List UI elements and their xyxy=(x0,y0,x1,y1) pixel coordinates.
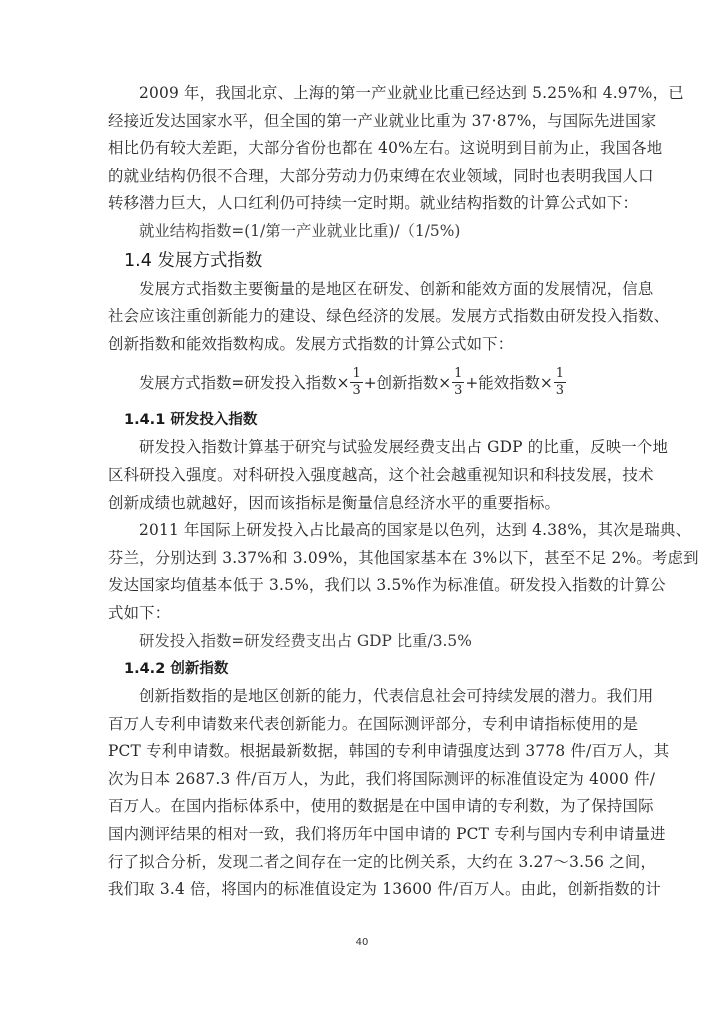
formula-term: +创新指数× xyxy=(363,374,452,393)
fraction-one-third xyxy=(452,367,464,398)
text-line: 芬兰，分别达到 3.37%和 3.09%，其他国家基本在 3%以下，甚至不足 2%。考虑到 xyxy=(108,548,699,567)
text-line: 转移潜力巨大，人口红利仍可持续一定时期。就业结构指数的计算公式如下： xyxy=(108,194,639,213)
paragraph-employment-structure xyxy=(108,80,684,218)
heading-1-4-development-mode-index: 1.4 发展方式指数 xyxy=(124,250,263,271)
formula-employment-structure-index: 就业结构指数=(1/第一产业就业比重)/（1/5%) xyxy=(139,221,461,240)
fraction-denominator: 3 xyxy=(352,382,361,398)
fraction-one-third xyxy=(350,367,362,398)
paragraph-rd-input xyxy=(108,434,669,517)
text-line: 2011 年国际上研发投入占比最高的国家是以色列，达到 4.38%，其次是瑞典、 xyxy=(139,521,692,540)
text-line: 式如下： xyxy=(108,603,171,622)
heading-1-4-2-innovation-index: 1.4.2 创新指数 xyxy=(124,661,229,678)
text-line: 经接近发达国家水平，但全国的第一产业就业比重为 37·87%，与国际先进国家 xyxy=(108,111,657,130)
text-line: 国内测评结果的相对一致，我们将历年中国申请的 PCT 专利与国内专利申请量进 xyxy=(108,825,666,844)
page-number: 40 xyxy=(355,937,369,948)
text-line: 创新成绩也就越好，因而该指标是衡量信息经济水平的重要指标。 xyxy=(108,493,561,512)
text-line: 百万人专利申请数来代表创新能力。在国际测评部分，专利申请指标使用的是 xyxy=(108,714,639,733)
text-line: 我们取 3.4 倍，将国内的标准值设定为 13600 件/百万人。由此，创新指数的计 xyxy=(108,880,661,899)
text-line: 行了拟合分析，发现二者之间存在一定的比例关系，大约在 3.27～3.56 之间， xyxy=(108,852,657,871)
paragraph-rd-international xyxy=(108,517,699,627)
text-line: 发展方式指数主要衡量的是地区在研发、创新和能效方面的发展情况，信息 xyxy=(139,279,654,298)
text-line: PCT 专利申请数。根据最新数据，韩国的专利申请强度达到 3778 件/百万人，其 xyxy=(108,742,670,761)
text-line: 创新指数指的是地区创新的能力，代表信息社会可持续发展的潜力。我们用 xyxy=(139,687,654,706)
fraction-denominator: 3 xyxy=(454,382,463,398)
paragraph-innovation xyxy=(108,683,670,904)
formula-term: 发展方式指数=研发投入指数× xyxy=(139,374,350,393)
text-line: 研发投入指数计算基于研究与试验发展经费支出占 GDP 的比重，反映一个地 xyxy=(139,438,669,457)
formula-development-mode-index xyxy=(108,358,616,406)
text-line: 相比仍有较大差距，大部分省份也都在 40%左右。这说明到目前为止，我国各地 xyxy=(108,139,663,158)
text-line: 区科研投入强度。对科研投入强度越高，这个社会越重视知识和科技发展，技术 xyxy=(108,465,654,484)
text-line: 2009 年，我国北京、上海的第一产业就业比重已经达到 5.25%和 4.97%，已 xyxy=(139,84,684,102)
heading-1-4-1-rd-input-index: 1.4.1 研发投入指数 xyxy=(124,412,258,429)
paragraph-development-mode xyxy=(108,276,670,359)
fraction-numerator: 1 xyxy=(454,365,463,381)
text-line: 的就业结构仍很不合理，大部分劳动力仍束缚在农业领域，同时也表明我国人口 xyxy=(108,166,654,185)
text-line: 发达国家均值基本低于 3.5%，我们以 3.5%作为标准值。研发投入指数的计算公 xyxy=(108,576,666,595)
formula-rd-input-index: 研发投入指数=研发经费支出占 GDP 比重/3.5% xyxy=(139,631,472,650)
text-line: 社会应该注重创新能力的建设、绿色经济的发展。发展方式指数由研发投入指数、 xyxy=(108,307,670,326)
document-page xyxy=(108,80,699,904)
formula-term: +能效指数× xyxy=(465,374,553,393)
text-line: 百万人。在国内指标体系中，使用的数据是在中国申请的专利数，为了保持国际 xyxy=(108,797,654,816)
text-line: 次为日本 2687.3 件/百万人，为此，我们将国际测评的标准值设定为 4000 件/ xyxy=(108,769,656,788)
fraction-one-third xyxy=(554,367,566,398)
text-line: 创新指数和能效指数构成。发展方式指数的计算公式如下： xyxy=(108,334,514,353)
fraction-numerator: 1 xyxy=(555,365,565,381)
fraction-denominator: 3 xyxy=(555,382,565,398)
fraction-numerator: 1 xyxy=(352,365,361,381)
